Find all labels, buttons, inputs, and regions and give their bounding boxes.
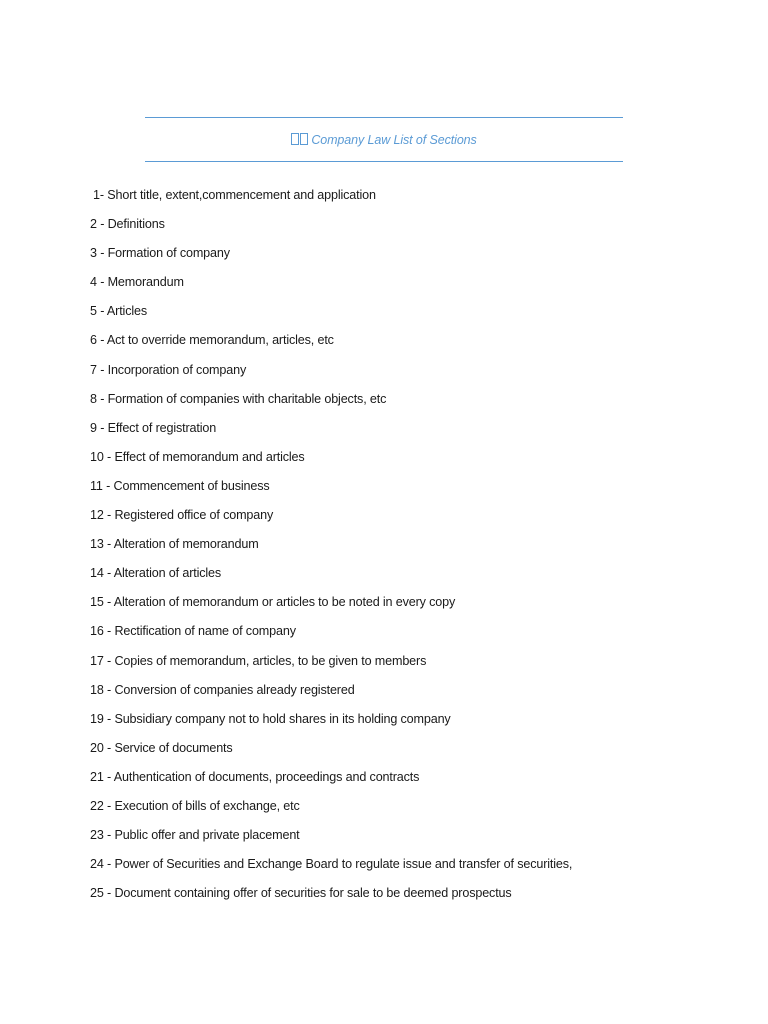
section-item: 14 - Alteration of articles <box>90 566 222 581</box>
section-item: 22 - Execution of bills of exchange, etc <box>90 798 300 813</box>
section-item: 6 - Act to override memorandum, articles, etc <box>90 333 334 348</box>
page-title-text: Company Law List of Sections <box>311 132 477 147</box>
section-item: 17 - Copies of memorandum, articles, to be given to members <box>90 653 427 668</box>
section-item: 8 - Formation of companies with charitable objects, etc <box>90 391 387 406</box>
section-item: 3 - Formation of company <box>90 246 230 261</box>
title-block <box>145 117 623 162</box>
section-item: 18 - Conversion of companies already registered <box>90 682 355 697</box>
section-item: 23 - Public offer and private placement <box>90 828 300 843</box>
section-item: 21 - Authentication of documents, proceedings and contracts <box>90 769 420 784</box>
section-item: 15 - Alteration of memorandum or articles to be noted in every copy <box>90 595 456 610</box>
section-item: 11 - Commencement of business <box>90 478 270 493</box>
missing-glyph-icon <box>300 133 308 145</box>
section-item: 19 - Subsidiary company not to hold shares in its holding company <box>90 711 451 726</box>
section-item: 1- Short title, extent,commencement and application <box>93 188 376 202</box>
missing-glyph-icon <box>291 133 299 145</box>
section-item: 2 - Definitions <box>90 217 165 232</box>
section-item: 20 - Service of documents <box>90 740 233 755</box>
page-title <box>291 133 476 147</box>
section-item: 9 - Effect of registration <box>90 420 217 435</box>
section-item: 24 - Power of Securities and Exchange Board to regulate issue and transfer of securities, <box>90 857 573 872</box>
section-item: 5 - Articles <box>90 304 147 319</box>
section-item: 12 - Registered office of company <box>90 508 274 523</box>
section-item: 13 - Alteration of memorandum <box>90 537 259 552</box>
section-item: 10 - Effect of memorandum and articles <box>90 449 305 464</box>
section-item: 7 - Incorporation of company <box>90 362 247 377</box>
section-item: 25 - Document containing offer of securities for sale to be deemed prospectus <box>90 886 512 901</box>
section-item: 4 - Memorandum <box>90 275 184 290</box>
section-item: 16 - Rectification of name of company <box>90 624 296 639</box>
section-list <box>90 186 572 913</box>
